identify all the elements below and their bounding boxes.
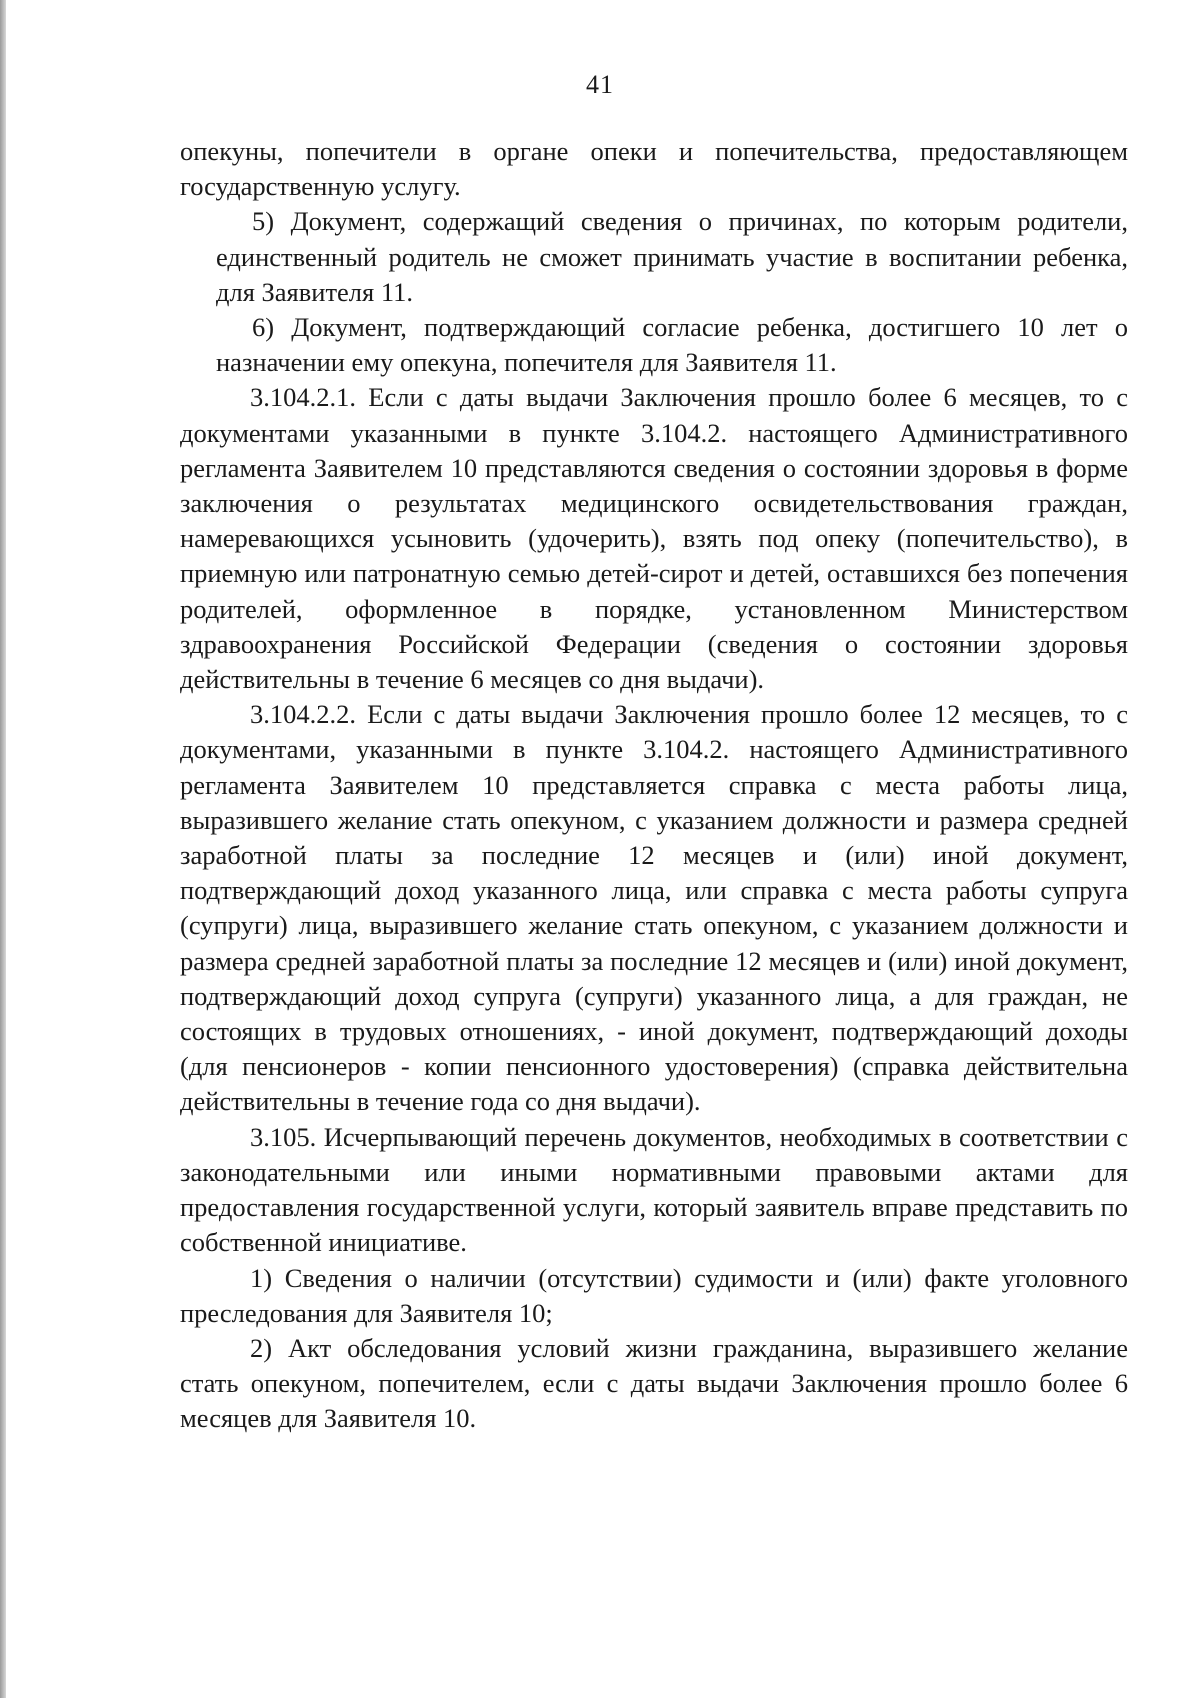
clause-3-104-2-2: 3.104.2.2. Если с даты выдачи Заключения прошло более 12 месяцев, то с документами, указанными в пункте 3.104.2. настоящего Административного регламента Заявителем 10 представляется справка с места работы лица, выразившего желание стать опекуном, с указанием должности и размера средней заработной платы за последние 12 месяцев и (или) иной документ, подтверждающий доход указанного лица, или справка с места работы супруга (супруги) лица, выразившего желание стать опекуном, с указанием должности и размера средней заработной платы за последние 12 месяцев и (или) иной документ, подтверждающий доход супруга (супруги) указанного лица, а для граждан, не состоящих в трудовых отношениях, - иной документ, подтверждающий доходы (для пенсионеров - копии пенсионного удостоверения) (справка действительна действительны в течение года со дня выдачи). (180, 699, 1128, 1117)
scan-edge (0, 0, 6, 1698)
document-body (180, 134, 1128, 1437)
list-item-1: 1) Сведения о наличии (отсутствии) судимости и (или) факте уголовного преследования для Заявителя 10; (180, 1262, 1128, 1328)
list-item-2: 2) Акт обследования условий жизни гражданина, выразившего желание стать опекуном, попечителем, если с даты выдачи Заключения прошло более 6 месяцев для Заявителя 10. (180, 1332, 1128, 1434)
clause-3-105: 3.105. Исчерпывающий перечень документов, необходимых в соответствии с законодательными или иными нормативными правовыми актами для предоставления государственной услуги, который заявитель вправе представить по собственной инициативе. (180, 1121, 1128, 1258)
list-item-6: 6) Документ, подтверждающий согласие ребенка, достигшего 10 лет о назначении ему опекуна, попечителя для Заявителя 11. (216, 312, 1128, 378)
page-number: 41 (586, 70, 614, 99)
paragraph-guardians-continuation: опекуны, попечители в органе опеки и попечительства, предоставляющем государственную услугу. (180, 136, 1128, 202)
list-item-5: 5) Документ, содержащий сведения о причинах, по которым родители, единственный родитель не сможет принимать участие в воспитании ребенка, для Заявителя 11. (216, 206, 1128, 307)
clause-3-104-2-1: 3.104.2.1. Если с даты выдачи Заключения прошло более 6 месяцев, то с документами указанными в пункте 3.104.2. настоящего Административного регламента Заявителем 10 представляются сведения о состоянии здоровья в форме заключения о результатах медицинского освидетельствования граждан, намеревающихся усыновить (удочерить), взять под опеку (попечительство), в приемную или патронатную семью детей-сирот и детей, оставшихся без попечения родителей, оформленное в порядке, установленном Министерством здравоохранения Российской Федерации (сведения о состоянии здоровья действительны в течение 6 месяцев со дня выдачи). (180, 382, 1128, 695)
